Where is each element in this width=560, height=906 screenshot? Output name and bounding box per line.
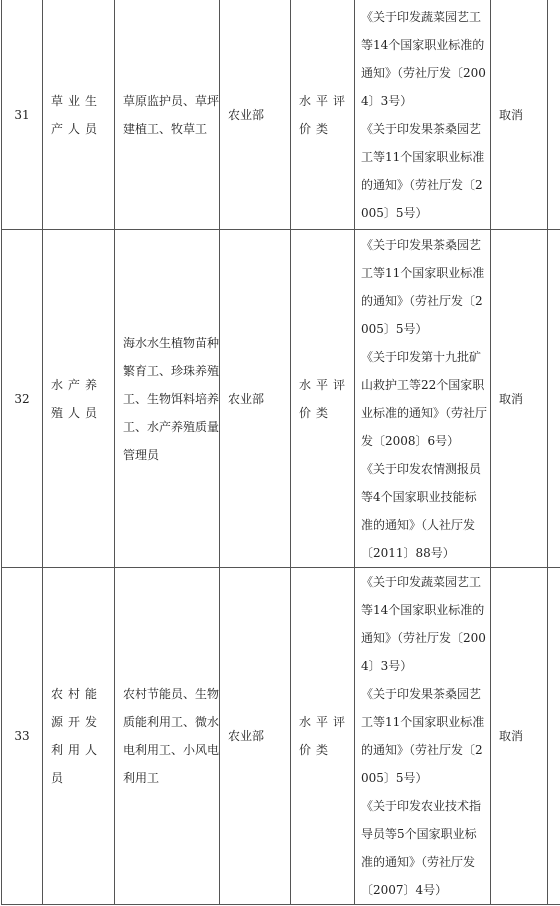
documents-cell <box>355 230 491 568</box>
note-cell <box>548 230 560 568</box>
document-reference: 《关于印发果茶桑园艺工等11个国家职业标准的通知》（劳社厅发〔2005〕5号） <box>361 121 485 220</box>
category-cell: 水产养殖人员 <box>43 230 115 568</box>
type-cell: 水平评价类 <box>291 230 355 568</box>
row-number: 31 <box>2 0 43 230</box>
category-cell: 农村能源开发利用人员 <box>43 568 115 905</box>
result-cell: 取消 <box>491 0 548 230</box>
note-cell <box>548 568 560 905</box>
document-reference: 《关于印发农业技术指导员等5个国家职业标准的通知》（劳社厅发〔2007〕4号） <box>361 799 482 897</box>
row-number: 32 <box>2 230 43 568</box>
note-cell <box>548 0 560 230</box>
department-cell: 农业部 <box>220 0 291 230</box>
table-row <box>2 230 560 568</box>
document-reference: 《关于印发果茶桑园艺工等11个国家职业标准的通知》（劳社厅发〔2005〕5号） <box>361 687 485 785</box>
document-reference: 《关于印发农情测报员等4个国家职业技能标准的通知》（人社厅发〔2011〕88号） <box>361 461 482 560</box>
row-number: 33 <box>2 568 43 905</box>
occupations-cell: 农村节能员、生物质能利用工、微水电利用工、小风电利用工 <box>115 568 220 905</box>
document-reference: 《关于印发蔬菜园艺工等14个国家职业标准的通知》（劳社厅发〔2004〕3号） <box>361 575 486 673</box>
category-cell: 草业生产人员 <box>43 0 115 230</box>
result-cell: 取消 <box>491 568 548 905</box>
occupations-cell: 海水水生植物苗种繁育工、珍珠养殖工、生物饵料培养工、水产养殖质量管理员 <box>115 230 220 568</box>
type-cell: 水平评价类 <box>291 568 355 905</box>
document-reference: 《关于印发蔬菜园艺工等14个国家职业标准的通知》（劳社厅发〔2004〕3号） <box>361 9 486 108</box>
department-cell: 农业部 <box>220 568 291 905</box>
type-cell: 水平评价类 <box>291 0 355 230</box>
department-cell: 农业部 <box>220 230 291 568</box>
document-reference: 《关于印发果茶桑园艺工等11个国家职业标准的通知》（劳社厅发〔2005〕5号） <box>361 237 485 336</box>
documents-cell <box>355 0 491 230</box>
documents-cell <box>355 568 491 905</box>
document-reference: 《关于印发第十九批矿山救护工等22个国家职业标准的通知》（劳社厅发〔2008〕6号） <box>361 349 488 448</box>
table-row <box>2 0 560 230</box>
table-row <box>2 568 560 905</box>
result-cell: 取消 <box>491 230 548 568</box>
occupations-cell: 草原监护员、草坪建植工、牧草工 <box>115 0 220 230</box>
occupation-table <box>1 0 560 905</box>
